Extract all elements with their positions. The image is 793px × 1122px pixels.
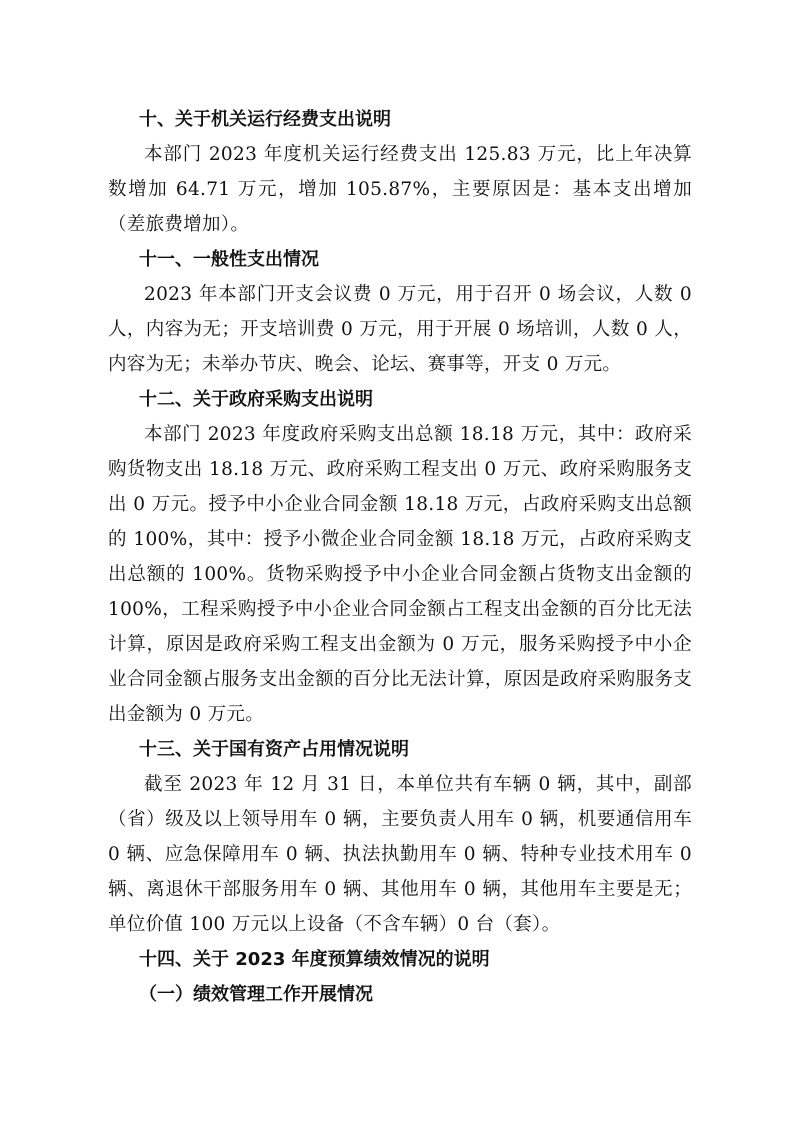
section-subheading-14-1: （一）绩效管理工作开展情况: [139, 984, 373, 1005]
section-paragraph-12: 本部门 2023 年度政府采购支出总额 18.18 万元，其中：政府采购货物支出 18.18 万元、政府采购工程支出 0 万元、政府采购服务支出 0 万元。授予中小企业合同金额 18.18 万元，占政府采购支出总额的 100%，其中：授予小微企业合同金额 18.18 万元，占政府采购支出总额的 100%。货物采购授予中小企业合同金额占货物支出金额的 100%，工程采购授予中小企业合同金额占工程支出金额的百分比无法计算，原因是政府采购工程支出金额为 0 万元，服务采购授予中小企业合同金额占服务支出金额的百分比无法计算，原因是政府采购服务支出金额为 0 万元。: [108, 424, 692, 725]
section-heading-10: 十、关于机关运行经费支出说明: [139, 109, 391, 130]
section-paragraph-11: 2023 年本部门开支会议费 0 万元，用于召开 0 场会议，人数 0 人，内容为无；开支培训费 0 万元，用于开展 0 场培训，人数 0 人，内容为无；未举办节庆、晚会、论坛、赛事等，开支 0 万元。: [108, 284, 692, 375]
section-paragraph-13: 截至 2023 年 12 月 31 日，本单位共有车辆 0 辆，其中，副部（省）级及以上领导用车 0 辆，主要负责人用车 0 辆，机要通信用车 0 辆、应急保障用车 0 辆、执法执勤用车 0 辆、特种专业技术用车 0 辆、离退休干部服务用车 0 辆、其他用车 0 辆，其他用车主要是无；单位价值 100 万元以上设备（不含车辆）0 台（套）。: [108, 774, 692, 935]
section-heading-13: 十三、关于国有资产占用情况说明: [139, 739, 409, 760]
section-heading-11: 十一、一般性支出情况: [139, 249, 319, 270]
section-paragraph-10: 本部门 2023 年度机关运行经费支出 125.83 万元，比上年决算数增加 64.71 万元，增加 105.87%，主要原因是：基本支出增加（差旅费增加）。: [108, 144, 692, 235]
section-heading-14: 十四、关于 2023 年度预算绩效情况的说明: [139, 949, 490, 970]
document-page: [108, 102, 692, 1012]
section-heading-12: 十二、关于政府采购支出说明: [139, 389, 373, 410]
